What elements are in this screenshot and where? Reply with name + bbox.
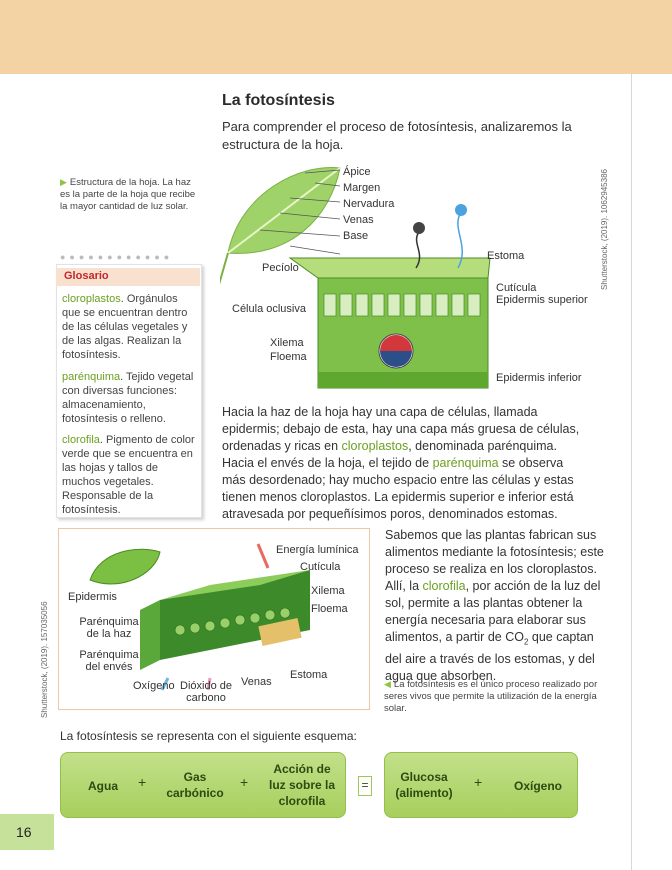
top-banner [0, 0, 672, 74]
label-floema-2: Floema [311, 603, 348, 615]
label-energia-luminica: Energía lumínica [276, 544, 359, 556]
scheme-gas-carbonico: Gas carbónico [166, 770, 224, 800]
paragraph-leaf-layers: Hacia la haz de la hoja hay una capa de células, llamada epidermis; debajo de esta, hay una capa más gruesa de células, ordenadas y ricas en cloroplastos, denominada parénquima. Hacia el envés de la hoja, el tejido de parénquima se observa más desordenado; hay mucho espacio entre las células y estas tienen menos cloroplastos. La epidermis superior e inferior está atravesada por pequeñísimos poros, denominados estomas. [222, 405, 580, 521]
page-title: La fotosíntesis [222, 92, 335, 109]
label-venas: Venas [343, 214, 374, 226]
label-nervadura: Nervadura [343, 198, 395, 210]
paragraph-photosynthesis: Sabemos que las plantas fabrican sus alimentos mediante la fotosíntesis; este proceso se realiza en los cloroplastos. Allí, la clorofila, por acción de la luz del sol, permite a las plantas obtener la energía necesaria para elaborar sus alimentos, a partir de $CO_2$ que captan del aire a través de los estomas, y del agua que absorben. [385, 528, 604, 683]
scheme-plus: + [240, 774, 249, 790]
label-oxigeno: Oxígeno [133, 680, 175, 692]
label-floema: Floema [270, 351, 307, 363]
notebook-spiral: ●●●●●●●●●●●● [60, 252, 174, 262]
label-parenquima-haz: Parénquima de la haz [79, 616, 139, 640]
scheme-intro: La fotosíntesis se representa con el siguiente esquema: [60, 729, 357, 743]
caption-photosynthesis-text: La fotosíntesis es el único proceso realizado por seres vivos que permite la utilización de la energía solar. [384, 679, 598, 714]
label-apice: Ápice [343, 166, 371, 178]
page-edge-line [631, 74, 632, 870]
photo-credit-bottom: Shutterstock, (2019). 157035056 [40, 601, 49, 718]
glossary-title: Glosario [64, 270, 109, 282]
oxygen-molecule-icon [413, 222, 425, 234]
label-peciolo: Pecíolo [262, 262, 299, 274]
photo-credit-top: Shutterstock, (2019). 1062945386 [600, 169, 609, 290]
page-number: 16 [16, 824, 32, 840]
scheme-equals: = [358, 776, 372, 796]
glossary-entry: clorofila. Pigmento de color verde que se encuentra en las hojas y tallos de muchos vegetales. Responsable de la fotosíntesis. [62, 434, 195, 516]
label-xilema: Xilema [270, 337, 304, 349]
caption-leaf [60, 176, 200, 213]
glossary-entry: cloroplastos. Orgánulos que se encuentran dentro de las células vegetales y de las algas. Realizan la fotosíntesis. [62, 293, 188, 361]
label-epidermis-inferior: Epidermis inferior [496, 372, 582, 384]
leaf-icon [90, 549, 160, 584]
caption-leaf-text: Estructura de la hoja. La haz es la parte de la hoja que recibe la mayor cantidad de luz solar. [60, 177, 196, 212]
label-base: Base [343, 230, 369, 242]
label-cuticula-2: Cutícula [300, 561, 341, 573]
intro-text: Para comprender el proceso de fotosíntesis, analizaremos la estructura de la hoja. [222, 119, 572, 152]
triangle-bullet-icon: ◀ [384, 679, 391, 689]
scheme-agua: Agua [88, 779, 118, 793]
label-dioxido-carbono: Dióxido de carbono [180, 680, 232, 704]
triangle-bullet-icon: ▶ [60, 177, 67, 187]
label-cuticula: Cutícula [496, 282, 537, 294]
co2-molecule-icon [455, 204, 467, 216]
label-estoma: Estoma [487, 250, 525, 262]
scheme-oxigeno: Oxígeno [513, 779, 562, 793]
label-parenquima-enves: Parénquima del envés [79, 649, 139, 673]
scheme-glucosa: Glucosa (alimento) [395, 770, 453, 800]
label-epidermis-2: Epidermis [68, 591, 117, 603]
label-estoma-2: Estoma [290, 669, 328, 681]
glossary-entry: parénquima. Tejido vegetal con diversas funciones: almacenamiento, fotosíntesis o relleno. [62, 371, 194, 425]
label-celula-oclusiva: Célula oclusiva [232, 303, 306, 315]
caption-photosynthesis [384, 678, 604, 715]
scheme-plus: + [474, 774, 483, 790]
label-xilema-2: Xilema [311, 585, 345, 597]
scheme-accion-luz: Acción de luz sobre la clorofila [268, 762, 336, 808]
scheme-plus: + [138, 774, 147, 790]
label-margen: Margen [343, 182, 381, 194]
label-venas-2: Venas [241, 676, 272, 688]
label-epidermis-superior: Epidermis superior [496, 294, 588, 306]
